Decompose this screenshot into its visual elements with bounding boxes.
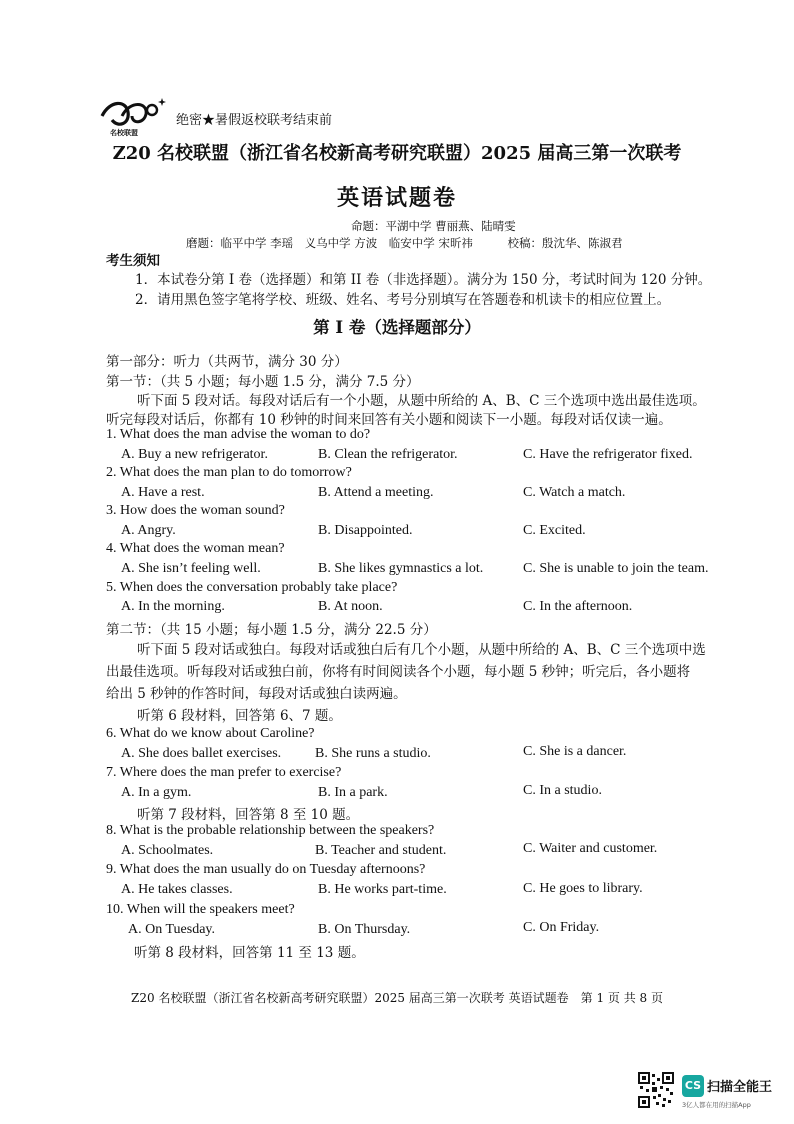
subsection-2-instructions: 出最佳选项。听每段对话或独白前，你将有时间阅读各个小题，每小题 5 秒钟；听完后，各小题将 xyxy=(106,664,691,680)
option-b: B. He works part-time. xyxy=(318,882,447,897)
option-b: B. Attend a meeting. xyxy=(318,485,434,500)
question: 10. When will the speakers meet? xyxy=(106,902,295,917)
option-b: B. Disappointed. xyxy=(318,523,413,538)
option-a: A. He takes classes. xyxy=(121,882,233,897)
option-a: A. In a gym. xyxy=(121,785,192,800)
option-a: A. In the morning. xyxy=(121,599,225,614)
question: 4. What does the woman mean? xyxy=(106,541,285,556)
subsection-1-heading: 第一节：（共 5 小题；每小题 1.5 分，满分 7.5 分） xyxy=(106,374,420,390)
scanner-tagline: 3亿人都在用的扫描App xyxy=(682,1101,751,1109)
question: 3. How does the woman sound? xyxy=(106,503,285,518)
option-b: B. In a park. xyxy=(318,785,388,800)
scanner-app-name: 扫描全能王 xyxy=(707,1080,773,1095)
section-heading: 第 I 卷（选择题部分） xyxy=(313,318,481,337)
option-c: C. He goes to library. xyxy=(523,881,643,896)
option-b: B. Teacher and student. xyxy=(315,843,447,858)
option-b: B. She likes gymnastics a lot. xyxy=(318,561,484,576)
question: 5. When does the conversation probably take place? xyxy=(106,580,398,595)
subsection-2-instructions: 听下面 5 段对话或独白。每段对话或独白后有几个小题，从题中所给的 A、B、C 三个选项中选 xyxy=(137,642,706,658)
notice-heading: 考生须知 xyxy=(106,253,160,269)
question: 1. What does the man advise the woman to do? xyxy=(106,427,371,442)
subsection-2-instructions: 给出 5 秒钟的作答时间，每段对话或独白读两遍。 xyxy=(106,686,407,702)
option-c: C. She is unable to join the team. xyxy=(523,561,709,576)
confidential-line: 绝密★暑假返校联考结束前 xyxy=(176,113,333,128)
option-a: A. She isn’t feeling well. xyxy=(121,561,261,576)
question: 7. Where does the man prefer to exercise? xyxy=(106,765,342,780)
option-c: C. Waiter and customer. xyxy=(523,841,658,856)
option-c: C. In a studio. xyxy=(523,783,602,798)
option-b: B. On Thursday. xyxy=(318,922,411,937)
question: 8. What is the probable relationship between the speakers? xyxy=(106,823,435,838)
option-b: B. Clean the refrigerator. xyxy=(318,447,458,462)
notice-item-1: 1．本试卷分第 I 卷（选择题）和第 II 卷（非选择题）。满分为 150 分，考试时间为 120 分钟。 xyxy=(135,272,712,288)
material-7-note: 听第 7 段材料，回答第 8 至 10 题。 xyxy=(137,807,360,823)
question: 6. What do we know about Caroline? xyxy=(106,726,315,741)
option-c: C. Have the refrigerator fixed. xyxy=(523,447,693,462)
option-a: A. Buy a new refrigerator. xyxy=(121,447,268,462)
option-c: C. She is a dancer. xyxy=(523,744,627,759)
logo-text: 名校联盟 xyxy=(110,129,138,137)
option-c: C. Watch a match. xyxy=(523,485,626,500)
subsection-1-instructions: 听下面 5 段对话。每段对话后有一个小题，从题中所给的 A、B、C 三个选项中选出最佳选项。 xyxy=(137,393,706,409)
qr-code-icon xyxy=(638,1072,674,1108)
option-b: B. At noon. xyxy=(318,599,383,614)
notice-item-2: 2．请用黑色签字笔将学校、班级、姓名、考号分别填写在答题卷和机读卡的相应位置上。 xyxy=(135,292,671,308)
credits-authors: 命题：平湖中学 曹丽燕、陆晴雯 xyxy=(351,219,516,233)
page-footer: Z20 名校联盟（浙江省名校新高考研究联盟）2025 届高三第一次联考 英语试题卷 第 1 页 共 8 页 xyxy=(131,991,663,1005)
option-a: A. She does ballet exercises. xyxy=(121,746,282,761)
exam-title: Z20 名校联盟（浙江省名校新高考研究联盟）2025 届高三第一次联考 xyxy=(112,143,682,164)
credits-reviewers: 磨题：临平中学 李瑶 义乌中学 方波 临安中学 宋昕祎 校稿：殷沈华、陈淑君 xyxy=(186,236,623,250)
option-a: A. On Tuesday. xyxy=(128,922,215,937)
option-a: A. Have a rest. xyxy=(121,485,205,500)
option-a: A. Schoolmates. xyxy=(121,843,214,858)
option-c: C. In the afternoon. xyxy=(523,599,633,614)
material-8-note: 听第 8 段材料，回答第 11 至 13 题。 xyxy=(134,945,365,961)
option-b: B. She runs a studio. xyxy=(315,746,431,761)
question: 2. What does the man plan to do tomorrow? xyxy=(106,465,352,480)
option-c: C. On Friday. xyxy=(523,920,600,935)
subsection-1-instructions: 听完每段对话后，你都有 10 秒钟的时间来回答有关小题和阅读下一小题。每段对话仅读一遍。 xyxy=(106,412,672,428)
camscanner-badge: CS xyxy=(682,1075,704,1097)
option-c: C. Excited. xyxy=(523,523,586,538)
material-6-note: 听第 6 段材料，回答第 6、7 题。 xyxy=(137,708,342,724)
alliance-logo xyxy=(98,94,168,138)
question: 9. What does the man usually do on Tuesday afternoons? xyxy=(106,862,426,877)
subsection-2-heading: 第二节：（共 15 小题；每小题 1.5 分，满分 22.5 分） xyxy=(106,622,437,638)
option-a: A. Angry. xyxy=(121,523,176,538)
part-1-heading: 第一部分：听力（共两节，满分 30 分） xyxy=(106,354,348,370)
paper-title: 英语试题卷 xyxy=(336,185,457,211)
